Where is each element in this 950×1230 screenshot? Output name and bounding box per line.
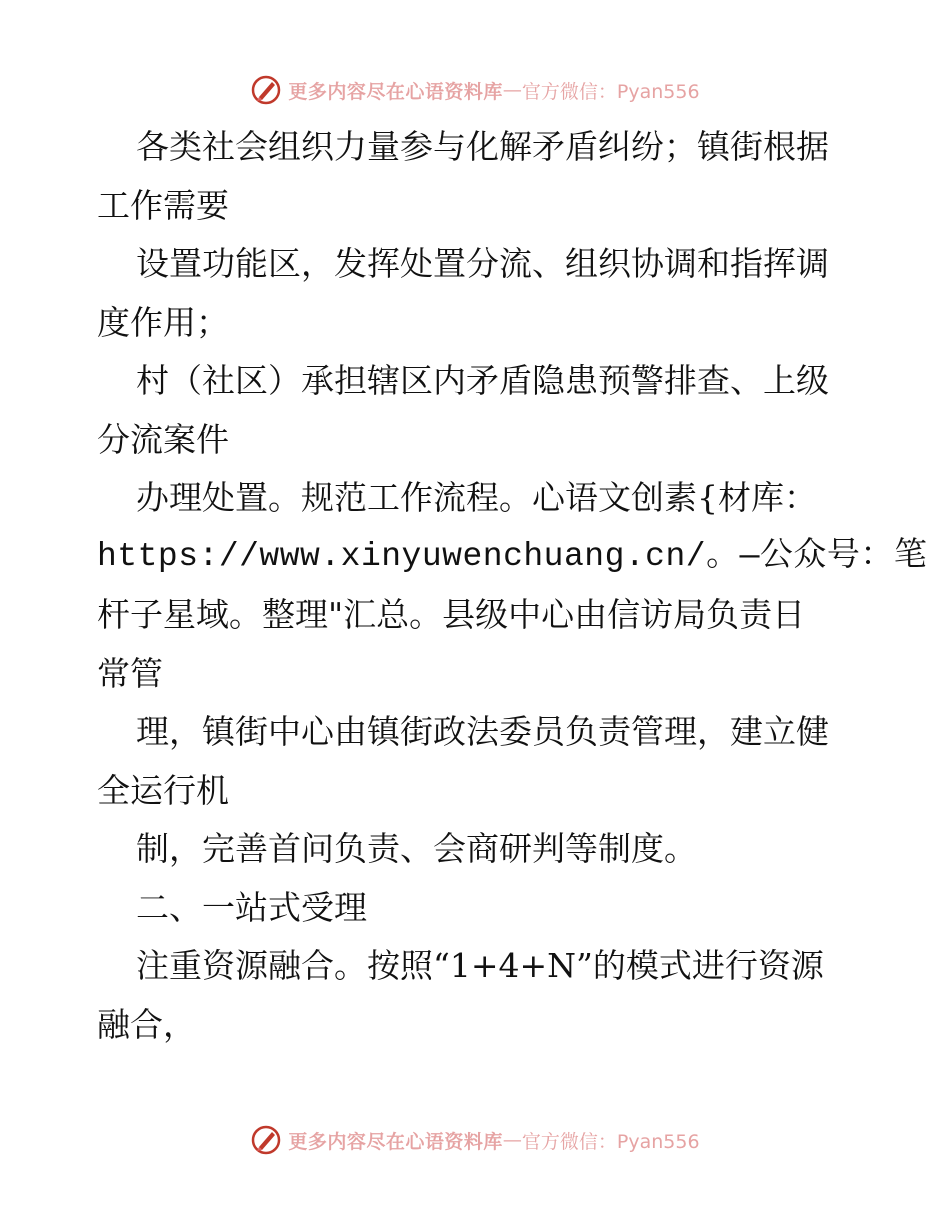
text-line: 度作用；: [97, 302, 229, 342]
text-line: 分流案件: [97, 419, 229, 459]
text-line: 各类社会组织力量参与化解矛盾纠纷；镇街根据: [136, 127, 829, 166]
text-line: 理，镇街中心由镇街政法委员负责管理，建立健: [136, 712, 829, 751]
section-heading: 二、一站式受理: [136, 887, 367, 927]
text-line: 注重资源融合。按照“1+4+N”的模式进行资源: [136, 946, 824, 985]
text-line: 常管: [97, 653, 163, 693]
watermark-contact: 官方微信：Pyan556: [521, 1130, 700, 1153]
watermark-separator: —: [502, 79, 522, 101]
text-line: 全运行机: [97, 770, 229, 810]
watermark-text: 更多内容尽在心语资料库: [288, 80, 503, 103]
text-line: 办理处置。规范工作流程。心语文创素{材库：: [136, 478, 817, 517]
watermark-contact: 官方微信：Pyan556: [521, 80, 700, 103]
header-watermark: [0, 70, 950, 110]
text-line: 融合，: [97, 1004, 196, 1044]
pen-logo-icon: [250, 74, 282, 106]
text-line: 杆子星域。整理"汇总。县级中心由信访局负责日: [97, 595, 806, 634]
footer-watermark: [0, 1120, 950, 1160]
text-line-url: https://www.xinyuwenchuang.cn/。—公众号：笔: [97, 537, 928, 575]
watermark-text: 更多内容尽在心语资料库: [288, 1130, 503, 1153]
watermark-separator: —: [502, 1129, 522, 1151]
pen-logo-icon: [250, 1124, 282, 1156]
text-line: 制，完善首问负责、会商研判等制度。: [136, 829, 697, 868]
text-line: 设置功能区，发挥处置分流、组织协调和指挥调: [136, 244, 829, 283]
text-line: 工作需要: [97, 185, 229, 225]
text-line: 村（社区）承担辖区内矛盾隐患预警排查、上级: [136, 361, 829, 400]
document-body: [97, 118, 928, 1054]
